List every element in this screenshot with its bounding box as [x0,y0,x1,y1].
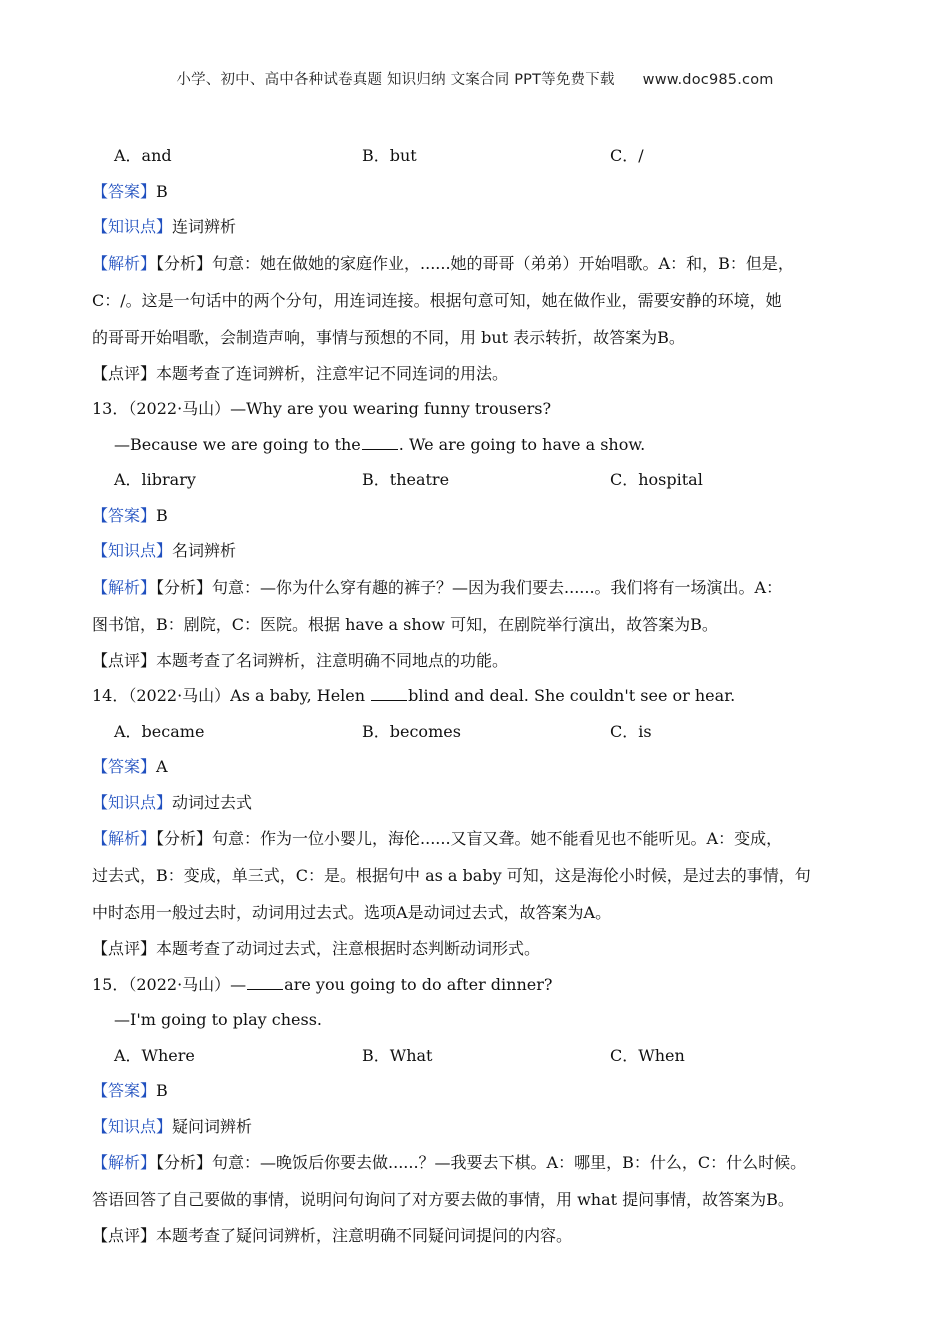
q12-analysis [92,245,872,356]
q15-knowledge-value: 疑问词辨析 [172,1116,253,1136]
q12-review-value: 本题考查了连词辨析，注意牢记不同连词的用法。 [156,363,509,383]
fenxi-label: 【分析】 [156,253,213,273]
q15-answer [92,1073,872,1109]
answer-label: 【答案】 [92,505,157,525]
q13-review [92,643,872,679]
q12-option-a: A．and [114,146,172,165]
q12-knowledge [92,209,872,245]
q12-options [92,138,872,174]
q15-blank [247,975,283,990]
q14-analysis-line3: 中时态用一般过去时，动词用过去式。选项A是动词过去式，故答案为A。 [92,903,612,922]
knowledge-label: 【知识点】 [92,541,173,560]
q13-option-c: C．hospital [610,470,703,489]
q15-option-a: A．Where [114,1045,195,1065]
q13-answer-value: B [156,505,168,525]
header-site-link[interactable]: www.doc985.com [642,72,774,88]
answer-label: 【答案】 [92,181,157,201]
q14-stem-a: 14．（2022·马山）As a baby, Helen [92,686,371,705]
q14-review-value: 本题考查了动词过去式，注意根据时态判断动词形式。 [156,939,541,958]
analysis-label: 【解析】 [92,829,157,848]
review-label: 【点评】 [92,1226,157,1245]
fenxi-label: 【分析】 [156,577,213,597]
q13-option-a: A．library [114,470,196,489]
analysis-label: 【解析】 [92,577,157,597]
q13-options [92,462,872,498]
q13-answer [92,498,872,534]
fenxi-label: 【分析】 [156,829,213,848]
q15-line2: —I'm going to play chess. [114,1010,323,1029]
q13-blank [362,435,398,450]
q13-stem: 13．（2022·马山）—Why are you wearing funny trousers? [92,399,552,418]
q14-analysis-line2: 过去式，B：变成，单三式，C：是。根据句中 as a baby 可知，这是海伦小时候，是过去的事情，句 [92,866,811,885]
q12-knowledge-value: 连词辨析 [172,217,237,236]
q15-option-b: B．What [362,1045,433,1065]
q14-option-b: B．becomes [362,721,461,741]
q14-stem [92,678,872,714]
q13-knowledge-value: 名词辨析 [172,541,237,560]
q13-review-value: 本题考查了名词辨析，注意明确不同地点的功能。 [156,650,509,670]
knowledge-label: 【知识点】 [92,217,173,236]
q14-option-a: A．became [114,721,205,741]
q15-review-value: 本题考查了疑问词辨析，注意明确不同疑问词提问的内容。 [156,1226,573,1245]
q14-options [92,714,872,750]
q12-analysis-line3: 的哥哥开始唱歌，会制造声响，事情与预想的不同，用 but 表示转折，故答案为B。 [92,327,685,347]
review-label: 【点评】 [92,939,157,958]
q13-option-b: B．theatre [362,470,450,489]
q12-option-c: C．/ [610,146,644,165]
header-text: 小学、初中、高中各种试卷真题 知识归纳 文案合同 PPT等免费下载 [176,72,615,88]
q12-answer-value: B [156,181,168,201]
q14-option-c: C．is [610,721,652,741]
q15-options [92,1038,872,1074]
q13-line2 [92,427,872,463]
q14-blank [371,686,407,701]
q15-answer-value: B [156,1081,168,1100]
q15-review [92,1218,872,1254]
q14-review [92,931,872,967]
q15-knowledge [92,1109,872,1145]
knowledge-label: 【知识点】 [92,792,173,812]
q15-analysis-line1: 句意：—晚饭后你要去做......？—我要去下棋。A：哪里，B：什么，C：什么时候。 [212,1153,807,1172]
q14-answer-value: A [156,757,168,776]
q12-analysis-line1: 句意：她在做她的家庭作业，......她的哥哥（弟弟）开始唱歌。A：和，B：但是， [212,253,794,273]
review-label: 【点评】 [92,363,157,383]
q15-stem-b: are you going to do after dinner? [284,974,553,994]
q13-line2-b: . We are going to have a show. [398,434,646,454]
page-header [0,68,950,89]
answer-label: 【答案】 [92,757,157,776]
q12-analysis-line2: C：/。这是一句话中的两个分句，用连词连接。根据句意可知，她在做作业，需要安静的环境，她 [92,290,782,310]
q14-answer [92,749,872,785]
q14-analysis [92,820,872,931]
q13-analysis-line1: 句意：—你为什么穿有趣的裤子？—因为我们要去......。我们将有一场演出。A： [212,577,783,597]
q15-analysis-line2: 答语回答了自己要做的事情，说明问句询问了对方要去做的事情，用 what 提问事情，故答案为B。 [92,1190,794,1209]
q12-review [92,356,872,392]
q13-analysis-line2: 图书馆，B：剧院，C：医院。根据 have a show 可知，在剧院举行演出，故答案为B。 [92,614,718,634]
q14-knowledge [92,785,872,821]
review-label: 【点评】 [92,650,157,670]
q15-analysis [92,1144,872,1218]
q15-option-c: C．When [610,1045,685,1065]
document-body [92,138,872,1254]
analysis-label: 【解析】 [92,1153,157,1172]
knowledge-label: 【知识点】 [92,1116,173,1136]
q14-analysis-line1: 句意：作为一位小婴儿，海伦......又盲又聋。她不能看见也不能听见。A：变成， [212,829,783,848]
q14-stem-b: blind and deal. She couldn't see or hear. [408,686,736,705]
fenxi-label: 【分析】 [156,1153,213,1172]
q12-answer [92,174,872,210]
analysis-label: 【解析】 [92,253,157,273]
q15-stem [92,967,872,1003]
q12-option-b: B．but [362,146,417,165]
answer-label: 【答案】 [92,1081,157,1100]
q13-line2-a: —Because we are going to the [114,434,361,454]
q14-knowledge-value: 动词过去式 [172,792,253,812]
q13-analysis [92,569,872,643]
q15-stem-a: 15．（2022·马山）— [92,974,247,994]
q13-knowledge [92,533,872,569]
